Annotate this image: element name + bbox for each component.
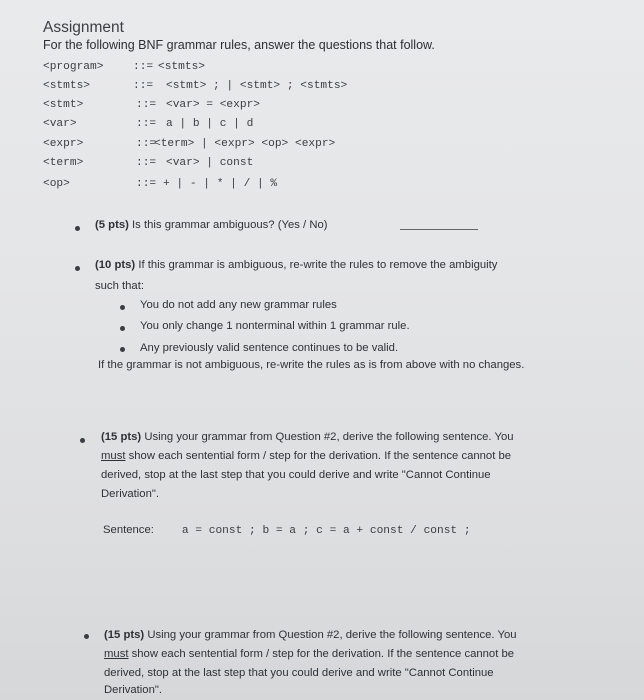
question-text: Is this grammar ambiguous? (Yes / No) bbox=[128, 219, 328, 231]
list-item: You only change 1 nonterminal within 1 grammar rule. bbox=[140, 320, 410, 332]
grammar-rhs: <stmts> bbox=[158, 61, 205, 73]
grammar-op: ::= bbox=[136, 138, 157, 150]
bullet-icon bbox=[120, 347, 125, 352]
question-1 bbox=[95, 216, 328, 235]
bullet-icon bbox=[75, 266, 80, 271]
grammar-rhs: <term> | <expr> <op> <expr> bbox=[154, 138, 336, 150]
bullet-icon bbox=[80, 438, 85, 443]
grammar-rhs: + | - | * | / | % bbox=[163, 178, 278, 190]
question-text: Using your grammar from Question #2, derive the following sentence. You bbox=[144, 629, 517, 641]
page-title: Assignment bbox=[43, 19, 124, 36]
question-2 bbox=[95, 256, 497, 275]
must-emphasis: must bbox=[104, 648, 129, 660]
grammar-op: ::= bbox=[133, 80, 154, 92]
question-2-line2: such that: bbox=[95, 280, 144, 292]
grammar-rhs: a | b | c | d bbox=[166, 118, 254, 130]
question-3-line4: Derivation". bbox=[101, 488, 160, 500]
bullet-icon bbox=[120, 326, 125, 331]
question-points: (15 pts) bbox=[104, 629, 145, 641]
question-4-line2 bbox=[104, 645, 514, 664]
grammar-lhs: <program> bbox=[43, 61, 104, 73]
bullet-icon bbox=[84, 634, 89, 639]
question-points: (15 pts) bbox=[101, 431, 142, 443]
question-2-footer: If the grammar is not ambiguous, re-write the rules as is from above with no changes. bbox=[98, 359, 525, 371]
question-3 bbox=[101, 428, 514, 447]
grammar-lhs: <term> bbox=[43, 157, 84, 169]
question-3-line2 bbox=[101, 447, 511, 466]
question-text: show each sentential form / step for the derivation. If the sentence cannot be bbox=[128, 648, 515, 660]
grammar-lhs: <op> bbox=[43, 178, 70, 190]
question-4-line3: derived, stop at the last step that you could derive and write "Cannot Continue bbox=[104, 667, 494, 679]
grammar-lhs: <expr> bbox=[43, 138, 84, 150]
question-points: (10 pts) bbox=[95, 259, 136, 271]
question-points: (5 pts) bbox=[95, 219, 129, 231]
question-3-line3: derived, stop at the last step that you could derive and write "Cannot Continue bbox=[101, 469, 491, 481]
grammar-rhs: <var> | const bbox=[166, 157, 254, 169]
question-4-line4: Derivation". bbox=[104, 684, 163, 696]
intro-text: For the following BNF grammar rules, answer the questions that follow. bbox=[43, 38, 435, 52]
question-4 bbox=[104, 626, 517, 645]
list-item: You do not add any new grammar rules bbox=[140, 299, 337, 311]
grammar-lhs: <var> bbox=[43, 118, 77, 130]
grammar-rhs: <var> = <expr> bbox=[166, 99, 260, 111]
grammar-op: ::= bbox=[133, 61, 154, 73]
question-text: If this grammar is ambiguous, re-write the rules to remove the ambiguity bbox=[135, 259, 498, 271]
question-text: show each sentential form / step for the derivation. If the sentence cannot be bbox=[125, 450, 512, 462]
grammar-lhs: <stmt> bbox=[43, 99, 84, 111]
grammar-op: ::= bbox=[136, 178, 157, 190]
grammar-rhs: <stmt> ; | <stmt> ; <stmts> bbox=[166, 80, 348, 92]
answer-blank[interactable] bbox=[400, 229, 478, 230]
list-item: Any previously valid sentence continues to be valid. bbox=[140, 342, 399, 354]
grammar-lhs: <stmts> bbox=[43, 80, 90, 92]
must-emphasis: must bbox=[101, 450, 126, 462]
grammar-op: ::= bbox=[136, 118, 157, 130]
bullet-icon bbox=[120, 305, 125, 310]
grammar-op: ::= bbox=[136, 157, 157, 169]
sentence-label: Sentence: bbox=[103, 524, 154, 536]
grammar-op: ::= bbox=[136, 99, 157, 111]
sentence-row bbox=[103, 524, 471, 537]
bullet-icon bbox=[75, 226, 80, 231]
question-text: Using your grammar from Question #2, derive the following sentence. You bbox=[141, 431, 514, 443]
sentence-code: a = const ; b = a ; c = a + const / const ; bbox=[181, 525, 471, 537]
